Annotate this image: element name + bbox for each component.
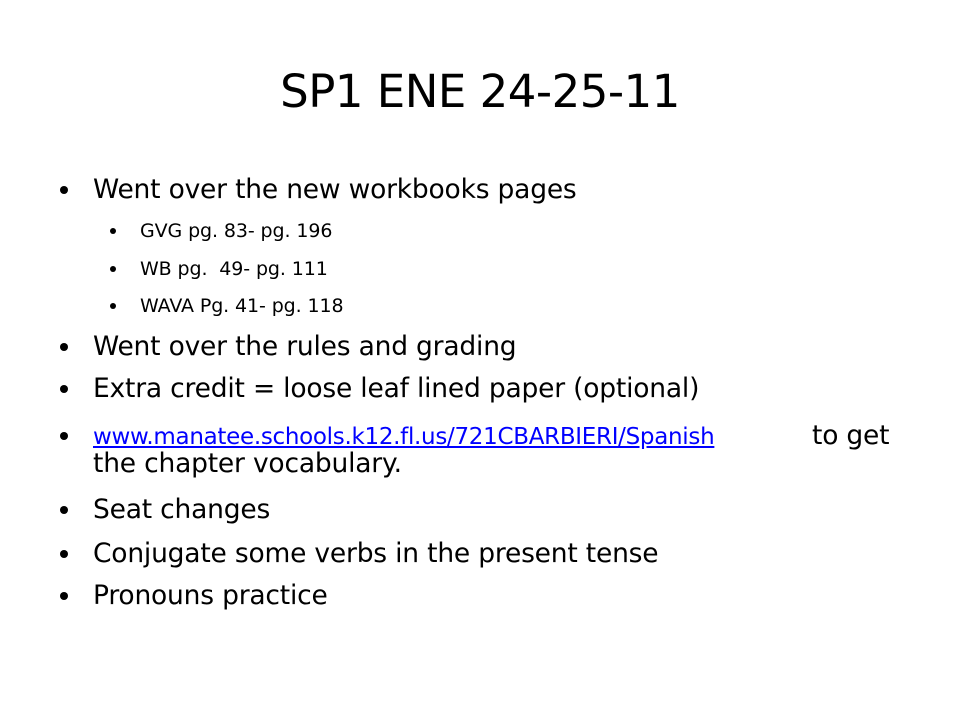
bullet-dot: [110, 228, 116, 234]
bullet-dot: [60, 506, 68, 514]
slide-title: SP1 ENE 24-25-11: [280, 65, 680, 118]
bullet-text: Went over the new workbooks pages: [93, 174, 577, 205]
bullet-text: Extra credit = loose leaf lined paper (optional): [93, 373, 700, 404]
bullet-dot: [60, 432, 68, 440]
bullet-dot: [60, 186, 68, 194]
bullet-text: Pronouns practice: [93, 580, 328, 611]
bullet-text: Seat changes: [93, 494, 271, 525]
bullet-text: WAVA Pg. 41- pg. 118: [140, 295, 344, 317]
bullet-dot: [60, 592, 68, 600]
website-link[interactable]: www.manatee.schools.k12.fl.us/721CBARBIERI/Spanish: [93, 424, 715, 450]
bullet-dot: [110, 303, 116, 309]
bullet-text: to get: [812, 420, 890, 451]
bullet-dot: [60, 550, 68, 558]
bullet-text: Went over the rules and grading: [93, 331, 517, 362]
bullet-website: [60, 420, 910, 484]
bullet-text: WB pg. 49- pg. 111: [140, 258, 328, 280]
bullet-text-continued: the chapter vocabulary.: [93, 448, 402, 479]
bullet-text: GVG pg. 83- pg. 196: [140, 220, 333, 242]
bullet-text: Conjugate some verbs in the present tense: [93, 538, 659, 569]
bullet-dot: [60, 385, 68, 393]
bullet-dot: [110, 266, 116, 272]
bullet-dot: [60, 343, 68, 351]
